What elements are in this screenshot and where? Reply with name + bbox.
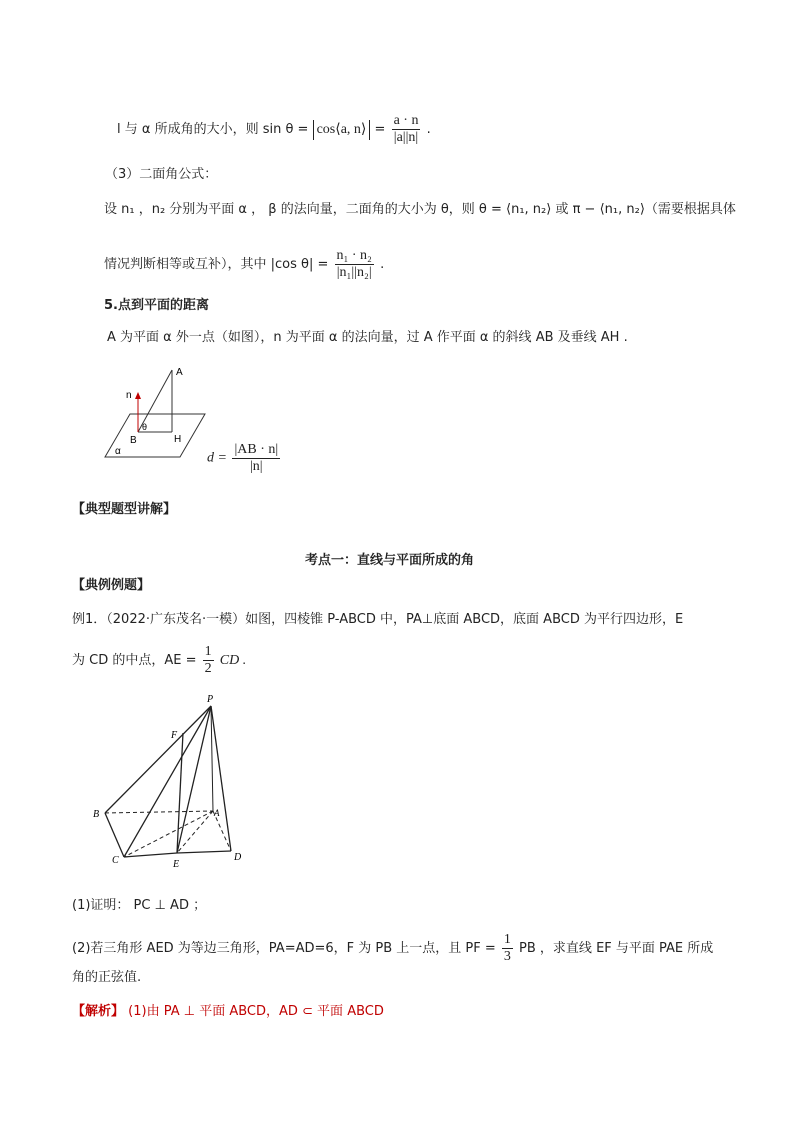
vertex-C: C <box>112 855 119 866</box>
dihedral-line-1: 设 n₁ ，n₂ 分别为平面 α ， β 的法向量，二面角的大小为 θ，则 θ = ⟨n₁, n₂⟩ 或 π − ⟨n₁, n₂⟩（需要根据具体 <box>104 202 736 217</box>
distance-denominator: |n| <box>250 459 263 474</box>
distance-numerator: |AB · n| <box>234 442 279 457</box>
label-alpha: α <box>115 446 121 457</box>
dihedral-numerator: n₁ · n₂ <box>336 248 372 263</box>
label-B: B <box>130 435 137 446</box>
point-E: E <box>173 859 180 870</box>
label-n: n <box>126 390 132 401</box>
question-2-suffix: PB ，求直线 EF 与平面 PAE 所成 <box>519 941 714 956</box>
example-heading: 【典例例题】 <box>72 578 151 593</box>
angle-formula-line: l 与 α 所成角的大小，则 sin θ = cos⟨a, n⟩ = $\frac{a \cdot n}{|a||n|}$ . <box>117 113 431 145</box>
edge-BC <box>105 813 124 857</box>
analysis-line <box>72 1002 384 1022</box>
section-heading: 【典型题型讲解】 <box>72 502 177 517</box>
dihedral-end: . <box>380 257 385 272</box>
question-2-prefix: (2)若三角形 AED 为等边三角形，PA=AD=6，F 为 PB 上一点，且 PF = <box>72 941 500 956</box>
question-1: (1)证明： PC ⊥ AD ； <box>72 898 207 913</box>
edge-ED <box>177 851 231 853</box>
segment-FE <box>177 733 183 853</box>
question-2-fraction-num: 1 <box>503 932 511 947</box>
topic-title: 考点一：直线与平面所成的角 <box>305 553 475 568</box>
example-line-2-prefix: 为 CD 的中点，AE = <box>72 653 201 668</box>
distance-formula <box>207 442 282 475</box>
example-fraction-num: 1 <box>204 644 212 659</box>
question-2-line-2: 角的正弦值. <box>72 970 142 985</box>
edge-PE <box>177 706 211 853</box>
label-H: H <box>174 434 182 445</box>
vertex-P: P <box>207 694 214 705</box>
angle-formula-prefix: l 与 α 所成角的大小，则 sin θ = <box>117 122 313 137</box>
dihedral-denominator: |n₁||n₂| <box>336 265 372 280</box>
edge-PD <box>211 706 231 851</box>
distance-heading: 5.点到平面的距离 <box>104 298 209 313</box>
label-theta: θ <box>142 422 148 432</box>
angle-formula-end: . <box>426 122 431 137</box>
question-2 <box>72 932 713 965</box>
dihedral-fraction <box>335 248 374 281</box>
analysis-label: 【解析】 <box>72 1004 125 1019</box>
example-fraction <box>203 644 214 677</box>
angle-formula-fraction <box>392 113 421 146</box>
label-A: A <box>176 367 183 378</box>
dihedral-line-2 <box>104 248 384 281</box>
point-F: F <box>171 730 178 741</box>
question-2-fraction <box>502 932 513 965</box>
example-line-2-suffix: CD . <box>219 653 247 668</box>
vertex-D: D <box>234 852 242 863</box>
cos-vector-angle: cos⟨a, n⟩ <box>313 120 371 140</box>
dihedral-heading: （3）二面角公式： <box>105 167 218 182</box>
angle-formula-denominator: |a||n| <box>393 130 419 145</box>
distance-fraction <box>232 442 280 475</box>
vertex-B: B <box>93 809 100 820</box>
vertex-A: A <box>214 808 220 818</box>
hidden-BA <box>105 811 213 813</box>
edge-CE <box>124 853 177 857</box>
example-line-1: 例1．（2022·广东茂名·一模）如图，四棱锥 P-ABCD 中，PA⊥底面 ABCD，底面 ABCD 为平行四边形，E <box>72 612 684 627</box>
normal-arrow-head <box>135 392 141 399</box>
example-fraction-den: 2 <box>204 661 212 676</box>
pyramid-figure <box>88 690 258 880</box>
dihedral-line-2-prefix: 情况判断相等或互补），其中 |cos θ| = <box>104 257 333 272</box>
angle-formula-numerator: a · n <box>393 113 419 128</box>
question-2-fraction-den: 3 <box>503 949 511 964</box>
distance-formula-lhs: d = <box>207 450 227 466</box>
example-line-2 <box>72 644 246 677</box>
analysis-text: (1)由 PA ⊥ 平面 ABCD，AD ⊂ 平面 ABCD <box>128 1004 384 1019</box>
distance-line-1: A 为平面 α 外一点（如图），n 为平面 α 的法向量，过 A 作平面 α 的斜线 AB 及垂线 AH . <box>107 330 628 345</box>
